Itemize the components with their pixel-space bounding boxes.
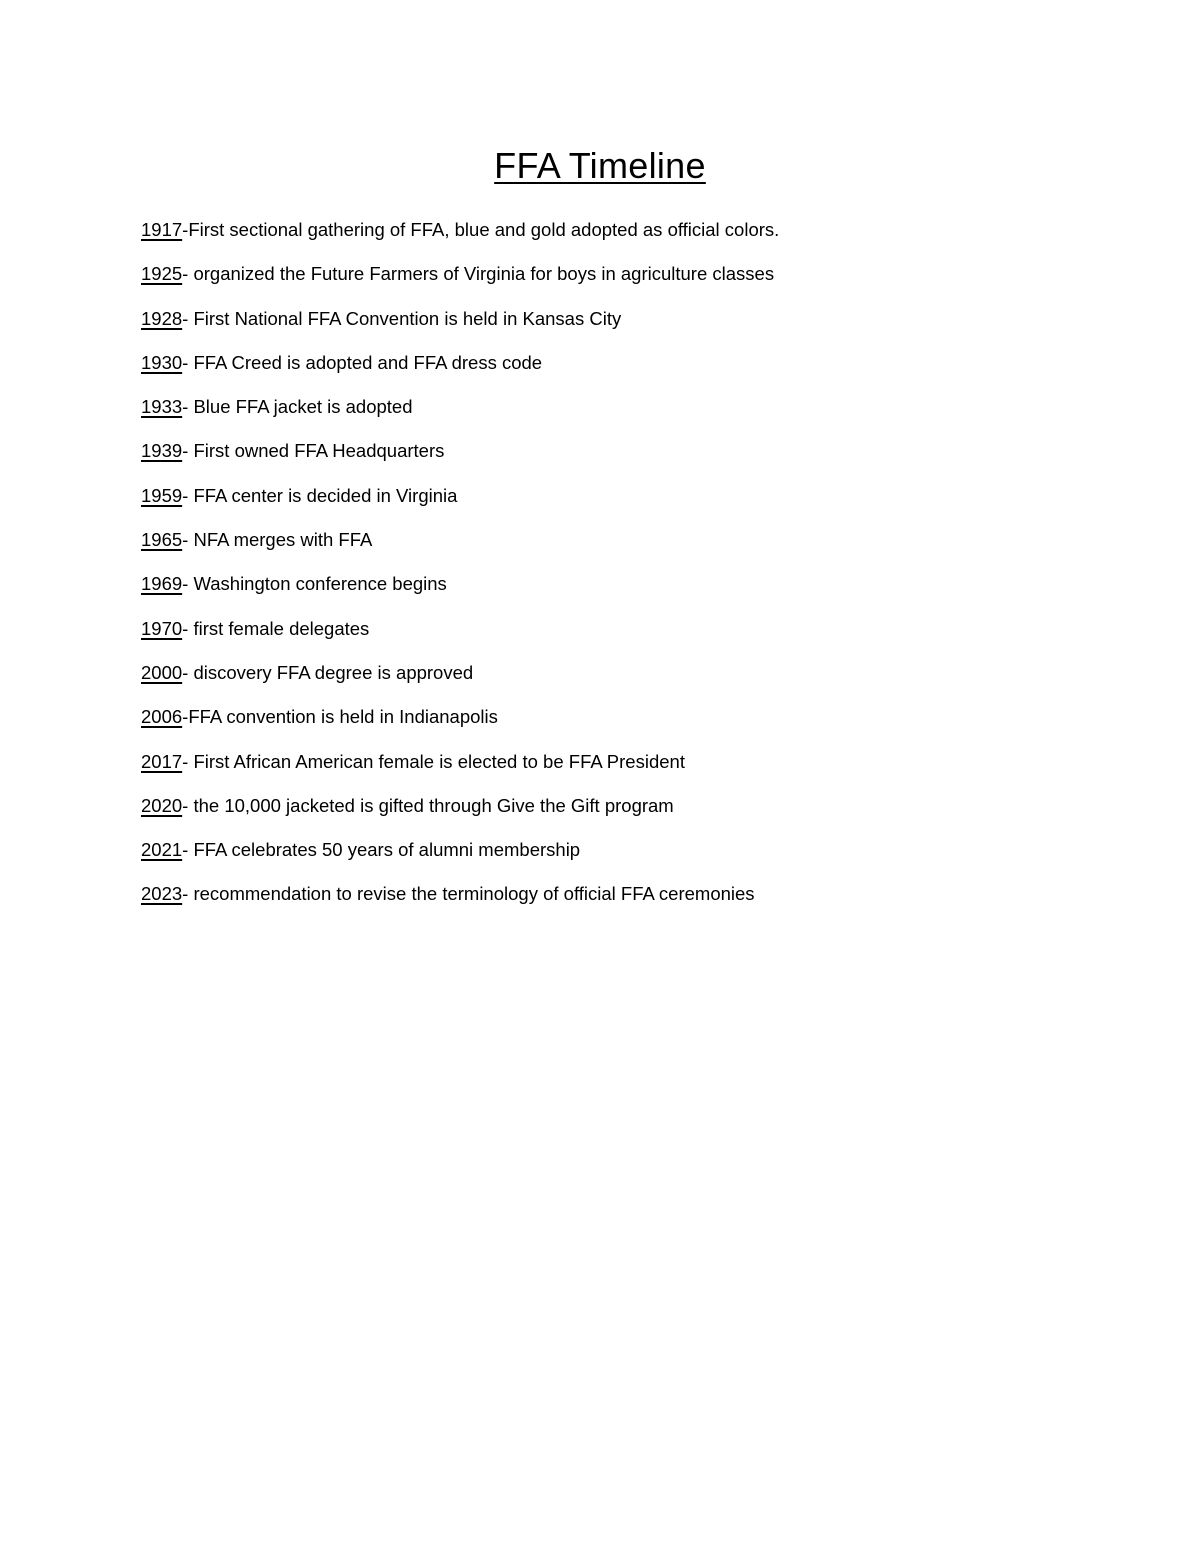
- timeline-entry: [141, 349, 1141, 393]
- timeline-year: 1928: [141, 307, 183, 329]
- timeline-text: FFA celebrates 50 years of alumni membership: [193, 839, 581, 861]
- timeline-year: 1969: [141, 573, 183, 595]
- timeline-year: 1917: [141, 219, 183, 240]
- timeline-entry: [141, 393, 1141, 437]
- timeline-separator: -: [182, 396, 194, 418]
- timeline-separator: -: [182, 351, 194, 373]
- timeline-entry: [141, 748, 1141, 792]
- timeline-text: NFA merges with FFA: [193, 529, 373, 551]
- timeline-separator: -: [182, 706, 189, 728]
- timeline-text: FFA convention is held in Indianapolis: [188, 706, 498, 728]
- timeline-list: [141, 216, 1141, 925]
- timeline-year: 2017: [141, 750, 183, 772]
- timeline-text: FFA Creed is adopted and FFA dress code: [193, 351, 543, 373]
- timeline-entry: [141, 615, 1141, 659]
- timeline-entry: [141, 305, 1141, 349]
- timeline-year: 2020: [141, 794, 183, 816]
- timeline-entry: [141, 216, 1141, 260]
- timeline-entry: [141, 836, 1141, 880]
- timeline-year: 2023: [141, 883, 183, 905]
- timeline-separator: -: [182, 573, 194, 595]
- document-title: FFA Timeline: [494, 145, 706, 186]
- timeline-year: 1939: [141, 440, 183, 462]
- timeline-year: 1970: [141, 617, 183, 639]
- timeline-year: 2021: [141, 839, 183, 861]
- timeline-entry: [141, 792, 1141, 836]
- timeline-text: Blue FFA jacket is adopted: [193, 396, 413, 418]
- timeline-text: recommendation to revise the terminology of official FFA ceremonies: [193, 883, 755, 905]
- timeline-separator: -: [182, 883, 194, 905]
- timeline-entry: [141, 482, 1141, 526]
- timeline-entry: [141, 526, 1141, 570]
- timeline-separator: -: [182, 219, 189, 240]
- timeline-year: 1965: [141, 529, 183, 551]
- timeline-text: first female delegates: [193, 617, 370, 639]
- timeline-text: First sectional gathering of FFA, blue and gold adopted as official colors.: [188, 219, 780, 240]
- timeline-separator: -: [182, 661, 194, 683]
- timeline-separator: -: [182, 484, 194, 506]
- timeline-year: 1933: [141, 396, 183, 418]
- timeline-text: organized the Future Farmers of Virginia for boys in agriculture classes: [193, 263, 775, 285]
- timeline-text: First owned FFA Headquarters: [193, 440, 445, 462]
- timeline-separator: -: [182, 440, 194, 462]
- timeline-separator: -: [182, 750, 194, 772]
- timeline-year: 1930: [141, 351, 183, 373]
- timeline-entry: [141, 659, 1141, 703]
- timeline-separator: -: [182, 617, 194, 639]
- timeline-text: the 10,000 jacketed is gifted through Give the Gift program: [193, 794, 674, 816]
- timeline-year: 1959: [141, 484, 183, 506]
- timeline-entry: [141, 880, 1141, 924]
- timeline-text: discovery FFA degree is approved: [193, 661, 474, 683]
- timeline-text: FFA center is decided in Virginia: [193, 484, 458, 506]
- timeline-text: Washington conference begins: [193, 573, 447, 595]
- timeline-text: First African American female is elected to be FFA President: [193, 750, 685, 772]
- timeline-separator: -: [182, 529, 194, 551]
- timeline-entry: [141, 437, 1141, 481]
- timeline-year: 2000: [141, 661, 183, 683]
- timeline-text: First National FFA Convention is held in Kansas City: [193, 307, 622, 329]
- timeline-year: 1925: [141, 263, 183, 285]
- timeline-separator: -: [182, 794, 194, 816]
- timeline-entry: [141, 260, 1141, 304]
- timeline-entry: [141, 703, 1141, 747]
- timeline-separator: -: [182, 839, 194, 861]
- timeline-entry: [141, 570, 1141, 614]
- timeline-separator: -: [182, 307, 194, 329]
- timeline-separator: -: [182, 263, 194, 285]
- timeline-year: 2006: [141, 706, 183, 728]
